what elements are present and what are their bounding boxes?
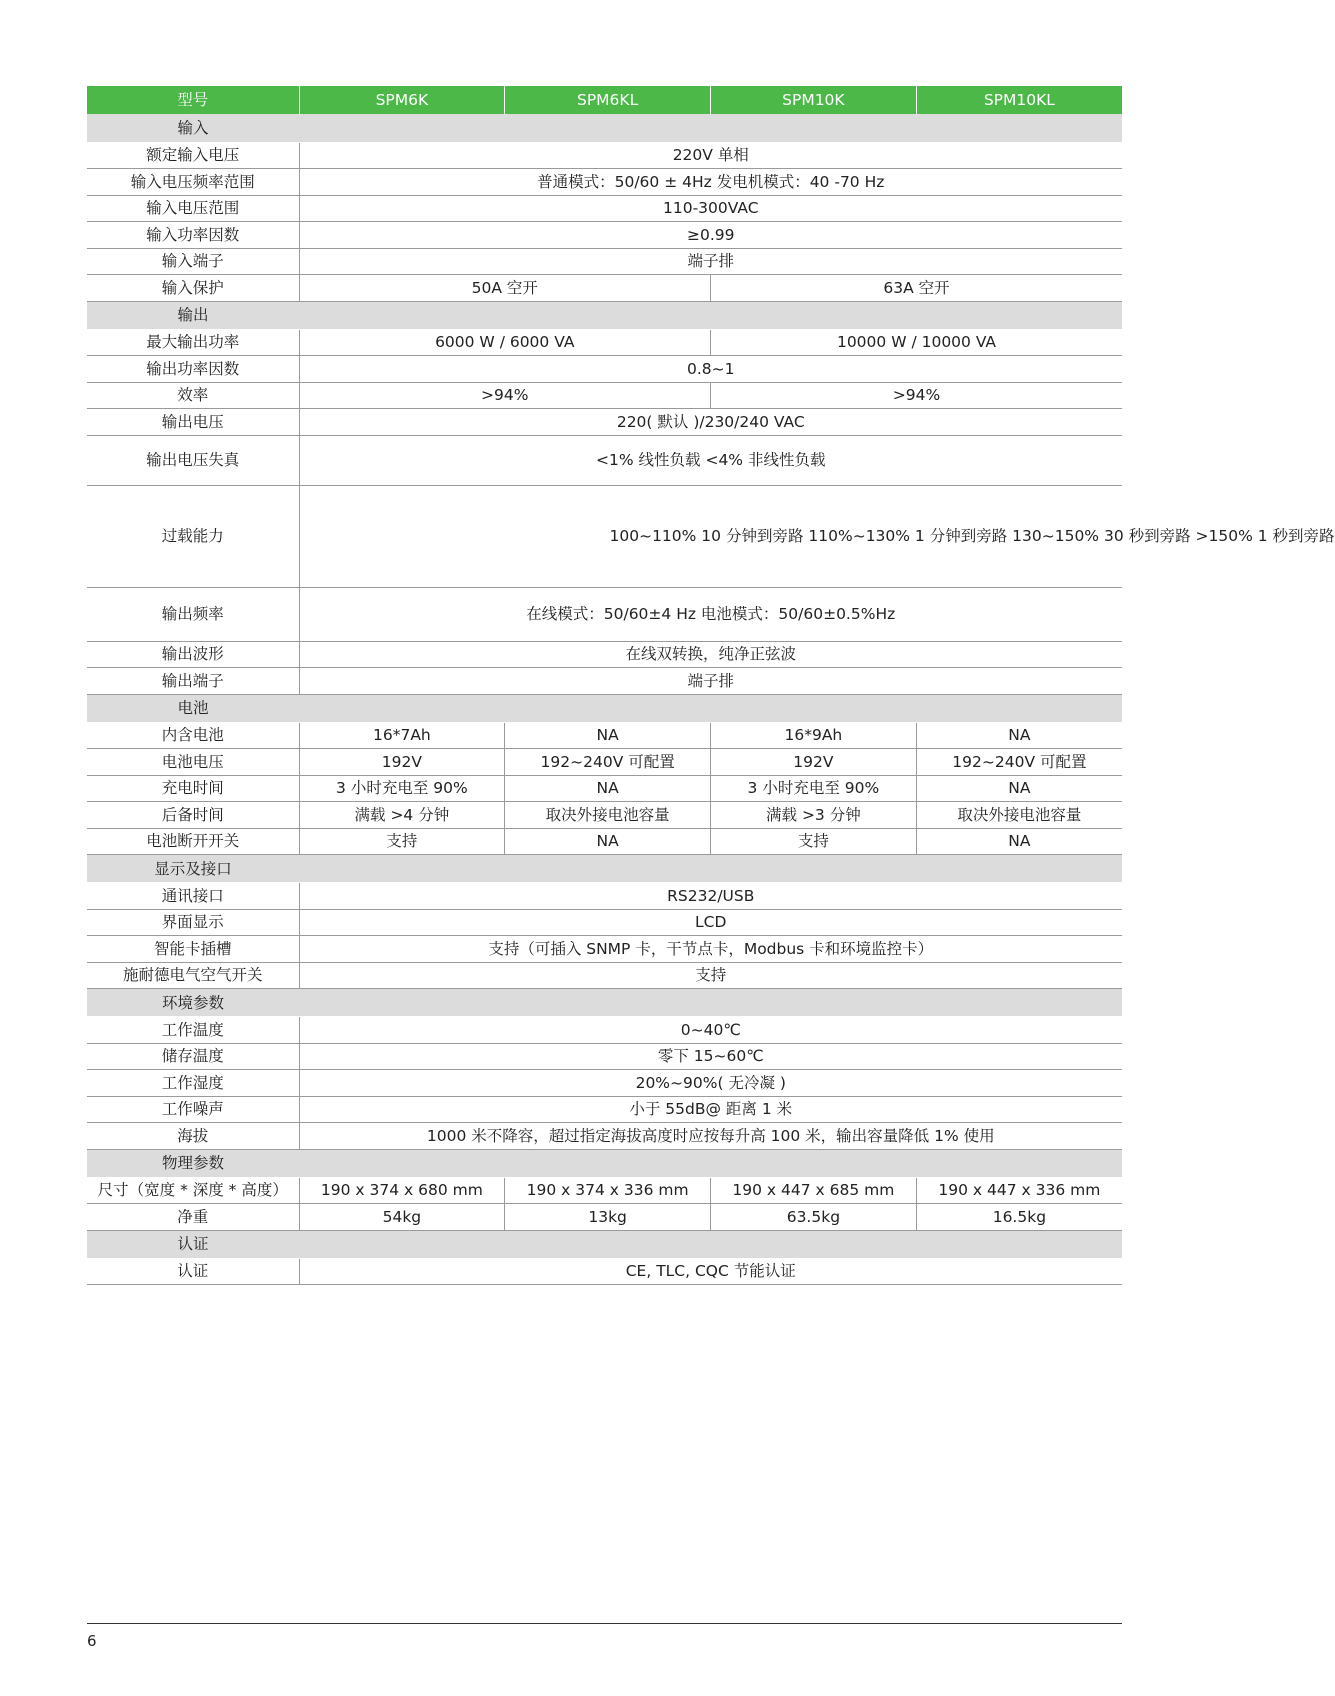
spec-value: 192V [299, 749, 505, 776]
spec-value: 支持 [299, 828, 505, 855]
section-fill [299, 855, 1122, 883]
spec-label: 输出功率因数 [87, 356, 299, 383]
spec-row [87, 1070, 1122, 1097]
spec-value: 3 小时充电至 90% [299, 775, 505, 802]
section-fill [299, 301, 1122, 329]
spec-value: 小于 55dB@ 距离 1 米 [299, 1096, 1122, 1123]
spec-row [87, 828, 1122, 855]
spec-row [87, 936, 1122, 963]
section-fill [299, 989, 1122, 1017]
spec-value: 16*7Ah [299, 722, 505, 749]
section-label: 输入 [87, 114, 299, 142]
spec-value: 0~40℃ [299, 1017, 1122, 1044]
spec-value: 端子排 [299, 668, 1122, 695]
spec-row [87, 1258, 1122, 1285]
spec-label: 效率 [87, 382, 299, 409]
spec-label: 储存温度 [87, 1043, 299, 1070]
spec-label: 输出电压失真 [87, 435, 299, 485]
spec-value: 13kg [505, 1204, 711, 1231]
spec-row [87, 587, 1122, 641]
spec-value: NA [505, 828, 711, 855]
spec-row [87, 641, 1122, 668]
spec-value: 110-300VAC [299, 195, 1122, 222]
spec-value: 端子排 [299, 248, 1122, 275]
spec-value: NA [505, 775, 711, 802]
spec-label: 输出端子 [87, 668, 299, 695]
spec-label: 电池断开开关 [87, 828, 299, 855]
spec-value: NA [916, 775, 1122, 802]
spec-value: 支持 [299, 962, 1122, 989]
section-label: 物理参数 [87, 1149, 299, 1177]
spec-row [87, 169, 1122, 196]
spec-row [87, 802, 1122, 829]
spec-row [87, 382, 1122, 409]
spec-value: 支持 [711, 828, 917, 855]
spec-value: 10000 W / 10000 VA [711, 329, 1123, 356]
spec-label: 输入电压频率范围 [87, 169, 299, 196]
spec-value: 100~110% 10 分钟到旁路 110%~130% 1 分钟到旁路 130~150% 30 秒到旁路 >150% 1 秒到旁路 [299, 485, 1122, 587]
spec-value: 支持（可插入 SNMP 卡，干节点卡，Modbus 卡和环境监控卡） [299, 936, 1122, 963]
spec-table-body [87, 86, 1335, 1285]
spec-value: 6000 W / 6000 VA [299, 329, 711, 356]
spec-value: 54kg [299, 1204, 505, 1231]
spec-value: NA [916, 828, 1122, 855]
header-cell-model: 型号 [87, 86, 299, 114]
spec-value: 220V 单相 [299, 142, 1122, 169]
spec-value: 1000 米不降容，超过指定海拔高度时应按每升高 100 米，输出容量降低 1% 使用 [299, 1123, 1122, 1150]
spec-label: 额定输入电压 [87, 142, 299, 169]
spec-value: 满载 >4 分钟 [299, 802, 505, 829]
spec-value: 取决外接电池容量 [916, 802, 1122, 829]
spec-value: 190 x 374 x 336 mm [505, 1177, 711, 1204]
spec-value: 50A 空开 [299, 275, 711, 302]
spec-value: >94% [711, 382, 1123, 409]
spec-label: 通讯接口 [87, 883, 299, 910]
page-number: 6 [87, 1632, 97, 1650]
spec-label: 净重 [87, 1204, 299, 1231]
spec-value: 190 x 447 x 336 mm [916, 1177, 1122, 1204]
section-label: 环境参数 [87, 989, 299, 1017]
spec-label: 充电时间 [87, 775, 299, 802]
spec-value: 在线双转换，纯净正弦波 [299, 641, 1122, 668]
spec-value: 16*9Ah [711, 722, 917, 749]
spec-value: RS232/USB [299, 883, 1122, 910]
spec-value: LCD [299, 909, 1122, 936]
spec-value: >94% [299, 382, 711, 409]
spec-label: 输出电压 [87, 409, 299, 436]
spec-row [87, 142, 1122, 169]
spec-row [87, 356, 1122, 383]
spec-row [87, 883, 1122, 910]
spec-label: 施耐德电气空气开关 [87, 962, 299, 989]
spec-row [87, 329, 1122, 356]
section-label: 显示及接口 [87, 855, 299, 883]
spec-value: 192V [711, 749, 917, 776]
spec-row [87, 275, 1122, 302]
spec-value: 190 x 374 x 680 mm [299, 1177, 505, 1204]
header-cell-spm10k: SPM10K [711, 86, 917, 114]
spec-label: 输入端子 [87, 248, 299, 275]
header-cell-spm6k: SPM6K [299, 86, 505, 114]
section-label: 输出 [87, 301, 299, 329]
spec-label: 尺寸（宽度 * 深度 * 高度） [87, 1177, 299, 1204]
footer-divider [87, 1623, 1122, 1624]
spec-label: 电池电压 [87, 749, 299, 776]
spec-row [87, 722, 1122, 749]
spec-value: CE, TLC, CQC 节能认证 [299, 1258, 1122, 1285]
section-row [87, 694, 1122, 722]
spec-row [87, 749, 1122, 776]
spec-label: 界面显示 [87, 909, 299, 936]
spec-row [87, 962, 1122, 989]
spec-value: 63A 空开 [711, 275, 1123, 302]
spec-value: 普通模式：50/60 ± 4Hz 发电机模式：40 -70 Hz [299, 169, 1122, 196]
spec-row [87, 1204, 1122, 1231]
spec-label: 工作温度 [87, 1017, 299, 1044]
spec-value: 3 小时充电至 90% [711, 775, 917, 802]
section-fill [299, 694, 1122, 722]
section-row [87, 1230, 1122, 1258]
spec-row [87, 668, 1122, 695]
section-label: 电池 [87, 694, 299, 722]
spec-row [87, 485, 1122, 587]
spec-value: NA [505, 722, 711, 749]
spec-row [87, 1017, 1122, 1044]
spec-label: 输入保护 [87, 275, 299, 302]
spec-value: 190 x 447 x 685 mm [711, 1177, 917, 1204]
spec-row [87, 1096, 1122, 1123]
section-fill [299, 1230, 1122, 1258]
spec-label: 工作噪声 [87, 1096, 299, 1123]
spec-value: 63.5kg [711, 1204, 917, 1231]
spec-row [87, 1177, 1122, 1204]
spec-value: 192~240V 可配置 [505, 749, 711, 776]
spec-label: 认证 [87, 1258, 299, 1285]
spec-value: ≥0.99 [299, 222, 1122, 249]
header-cell-spm6kl: SPM6KL [505, 86, 711, 114]
spec-value: 零下 15~60℃ [299, 1043, 1122, 1070]
section-fill [299, 114, 1122, 142]
spec-value: 20%~90%( 无冷凝 ) [299, 1070, 1122, 1097]
section-row [87, 114, 1122, 142]
section-row [87, 1149, 1122, 1177]
spec-label: 后备时间 [87, 802, 299, 829]
spec-value: 0.8~1 [299, 356, 1122, 383]
spec-row [87, 409, 1122, 436]
spec-row [87, 1123, 1122, 1150]
spec-label: 最大输出功率 [87, 329, 299, 356]
spec-label: 海拔 [87, 1123, 299, 1150]
spec-row [87, 775, 1122, 802]
spec-row [87, 248, 1122, 275]
spec-value: NA [916, 722, 1122, 749]
spec-value: 16.5kg [916, 1204, 1122, 1231]
spec-value: <1% 线性负载 <4% 非线性负载 [299, 435, 1122, 485]
header-row [87, 86, 1122, 114]
spec-value: 在线模式：50/60±4 Hz 电池模式：50/60±0.5%Hz [299, 587, 1122, 641]
spec-label: 内含电池 [87, 722, 299, 749]
spec-label: 过载能力 [87, 485, 299, 587]
spec-row [87, 435, 1122, 485]
header-cell-spm10kl: SPM10KL [916, 86, 1122, 114]
spec-value: 220( 默认 )/230/240 VAC [299, 409, 1122, 436]
spec-row [87, 195, 1122, 222]
section-row [87, 855, 1122, 883]
spec-label: 输出频率 [87, 587, 299, 641]
section-fill [299, 1149, 1122, 1177]
spec-table [87, 86, 1335, 1285]
spec-label: 输入功率因数 [87, 222, 299, 249]
spec-value: 192~240V 可配置 [916, 749, 1122, 776]
spec-label: 输出波形 [87, 641, 299, 668]
spec-label: 智能卡插槽 [87, 936, 299, 963]
spec-label: 工作湿度 [87, 1070, 299, 1097]
spec-row [87, 909, 1122, 936]
section-label: 认证 [87, 1230, 299, 1258]
spec-row [87, 1043, 1122, 1070]
section-row [87, 301, 1122, 329]
spec-label: 输入电压范围 [87, 195, 299, 222]
section-row [87, 989, 1122, 1017]
spec-row [87, 222, 1122, 249]
spec-value: 满载 >3 分钟 [711, 802, 917, 829]
spec-value: 取决外接电池容量 [505, 802, 711, 829]
